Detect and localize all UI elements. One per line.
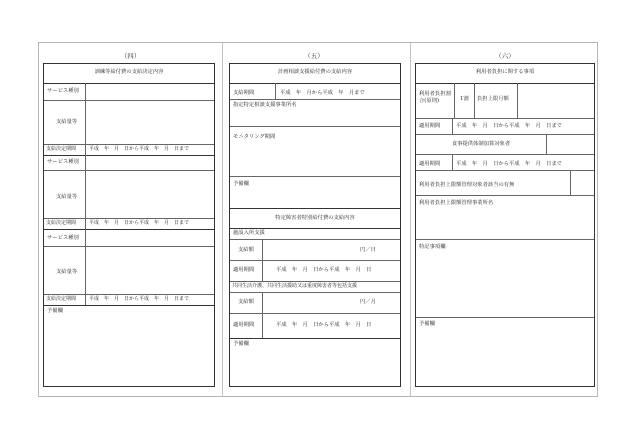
panel-title: 訓練等給付費の支給決定内容 [94, 69, 164, 75]
decision-period-value: 平成 年 月 日から平成 年 月 日まで [89, 146, 190, 152]
decision-period-value: 平成 年 月 日から平成 年 月 日まで [89, 220, 190, 226]
apply-period2-value: 平成 年 月 日から平成 年 月 日まで [456, 161, 562, 167]
panel-number-four: （四） [120, 52, 141, 60]
amount-label: 支給量等 [56, 269, 78, 275]
cap-management-label: 利用者負担上限額管理対象者該当の有無 [419, 182, 515, 188]
special-benefit-title: 特定障害者特別給付費の支給内容 [275, 215, 355, 221]
payment-amount-monthly: 円／月 [360, 299, 376, 305]
panel-plan-consultation [229, 63, 401, 387]
amount-label: 支給量等 [56, 119, 78, 125]
panel-number-six: （六） [495, 52, 515, 60]
service-type-label: サービス種別 [47, 88, 79, 94]
amount-label: 支給量等 [56, 194, 78, 200]
fold-line-right [410, 43, 411, 396]
remarks-label: 予備欄 [233, 181, 249, 187]
burden-ratio-label: 利用者負担割合(原則) [419, 91, 451, 105]
apply-period2-label: 適用期間 [419, 161, 441, 167]
apply-period-value: 平成 年 月 日から平成 年 月 日まで [456, 123, 562, 129]
payment-period-value: 平成 年 月から平成 年 月まで [280, 90, 365, 96]
payment-amount-daily: 円／日 [360, 247, 376, 253]
special-notes-label: 特記事項欄 [419, 244, 446, 250]
fold-line-left [222, 43, 223, 396]
monitoring-period-label: モニタリング期間 [233, 134, 276, 140]
decision-period-label: 支給決定期間 [46, 220, 77, 226]
remarks2-label: 予備欄 [233, 341, 249, 347]
panel-user-burden [415, 63, 595, 387]
panel-title: 利用者負担に関する事項 [475, 69, 535, 75]
decision-period-value: 平成 年 月 日から平成 年 月 日まで [89, 296, 190, 302]
apply-period-value: 平成 年 月 日から平成 年 月 日 [276, 267, 372, 273]
certificate-sheet [38, 42, 598, 397]
facility-support-label: 施設入所支援 [233, 230, 265, 236]
remarks-label: 予備欄 [47, 308, 63, 314]
apply-period2-value: 平成 年 月 日から平成 年 月 日 [276, 322, 372, 328]
apply-period-label: 適用期間 [419, 123, 441, 129]
payment-amount2-label: 支給額 [238, 299, 254, 305]
meal-provision-label: 食事提供体制加算対象者 [451, 141, 511, 147]
remarks-label: 予備欄 [419, 321, 435, 327]
burden-ratio-value: 1割 [460, 96, 469, 102]
cap-management-office-label: 利用者負担上限額管理事業所名 [419, 200, 494, 206]
group-care-label: 共同生活介護、共同生活援助又は重度障害者等包括支援 [232, 283, 358, 289]
designated-office-label: 指定特定相談支援事業所名 [233, 102, 297, 108]
decision-period-label: 支給決定期間 [46, 146, 77, 152]
apply-period-label: 適用期間 [233, 267, 255, 273]
monthly-cap-label: 負担上限月額 [477, 96, 509, 102]
payment-amount-label: 支給額 [238, 247, 254, 253]
service-type-label: サービス種別 [47, 159, 79, 165]
panel-training-benefits [43, 63, 215, 387]
panel-number-five: （五） [304, 52, 324, 60]
service-type-label: サービス種別 [47, 235, 79, 241]
apply-period2-label: 適用期間 [233, 322, 255, 328]
payment-period-label: 支給期間 [233, 90, 255, 96]
panel-title: 計画相談支援給付費の支給内容 [277, 69, 353, 75]
decision-period-label: 支給決定期間 [46, 296, 77, 302]
